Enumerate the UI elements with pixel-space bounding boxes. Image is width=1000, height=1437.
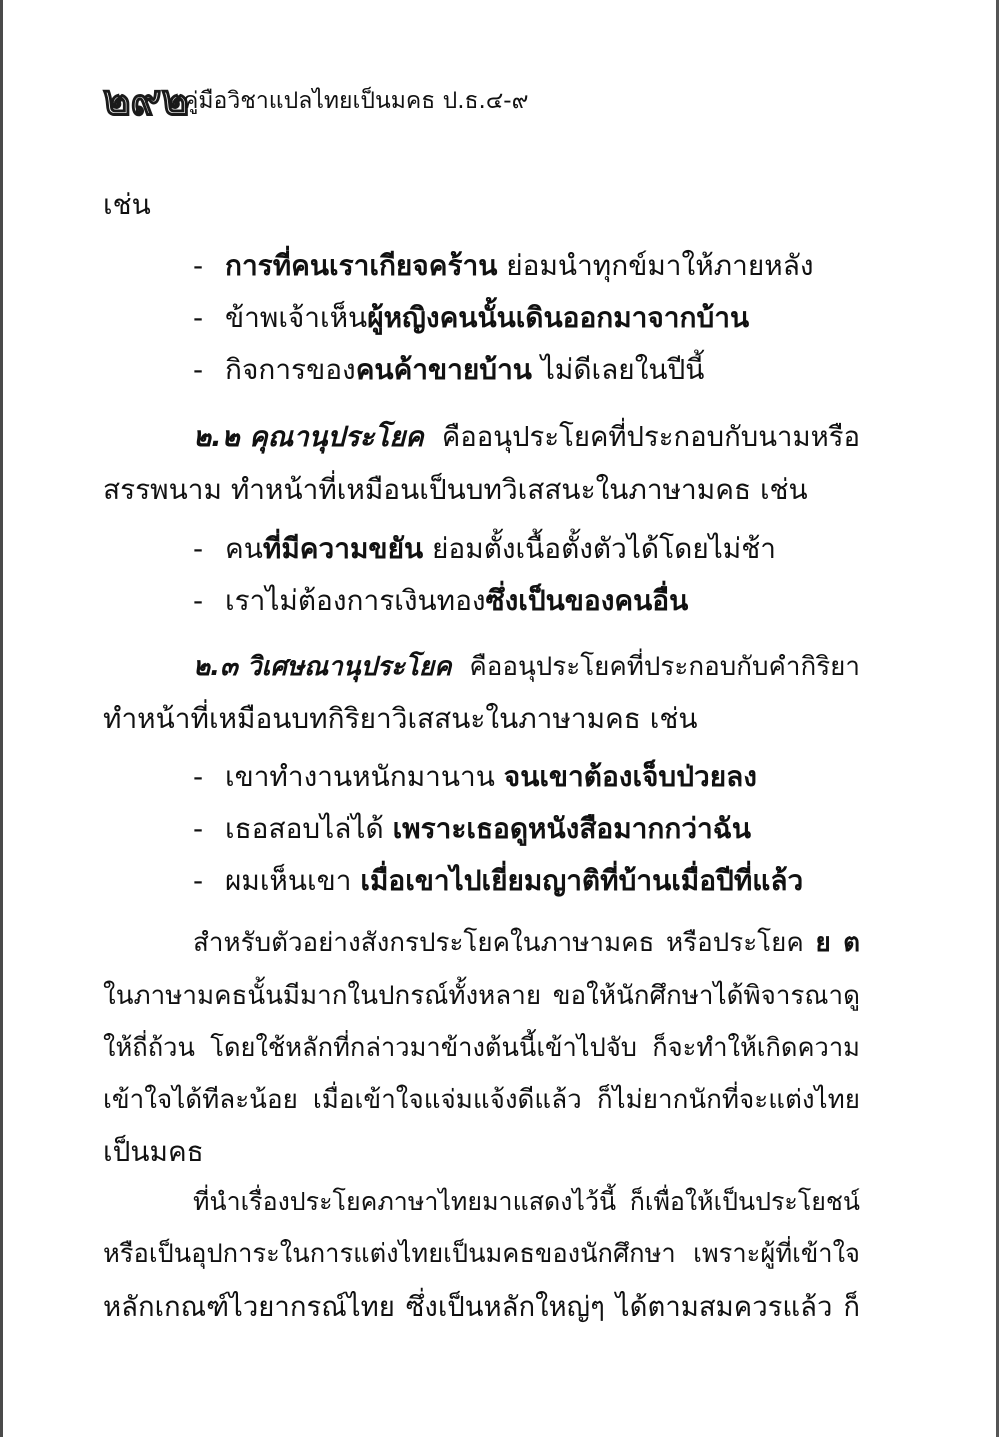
emphasized-clause: จนเขาต้องเจ็บป่วยลง — [503, 760, 757, 793]
emphasized-clause: การที่คนเราเกียจคร้าน — [225, 249, 498, 282]
example-rest: ย่อมนำทุกข์มาให้ภายหลัง — [497, 249, 814, 282]
paragraph-2-line: ที่นำเรื่องประโยคภาษาไทยมาแสดงไว้นี้ ก็เพื่อให้เป็นประโยชน์ — [193, 1187, 860, 1216]
paragraph-1-line: ให้ถี่ถ้วน โดยใช้หลักที่กล่าวมาข้างต้นนี้เข้าไปจับ ก็จะทำให้เกิดความ — [103, 1033, 860, 1063]
emphasized-clause: เพราะเธอดูหนังสือมากกว่าฉัน — [392, 812, 751, 845]
emphasized-clause: ผู้หญิงคนนั้นเดินออกมาจากบ้าน — [367, 301, 750, 334]
section-number: ๒.๓ — [193, 652, 238, 682]
bullet-dash: - — [193, 864, 204, 897]
page-edge-right — [996, 0, 999, 1437]
example-item — [193, 855, 860, 907]
page-edge-left — [0, 0, 3, 1437]
example-text — [225, 575, 688, 627]
paragraph-1-line: ในภาษามคธนั้นมีมากในปกรณ์ทั้งหลาย ขอให้นักศึกษาได้พิจารณาดู — [103, 981, 860, 1011]
paragraph-text: สำหรับตัวอย่างสังกรประโยคในภาษามคธ หรือประโยค — [193, 928, 816, 958]
section-number: ๒.๒ — [193, 421, 240, 453]
emphasized-term: ย ต — [815, 928, 860, 958]
example-text — [225, 344, 704, 396]
section-2-2-line-2: สรรพนาม ทำหน้าที่เหมือนเป็นบทวิเสสนะในภาษามคธ เช่น — [103, 473, 808, 506]
example-lead: ข้าพเจ้าเห็น — [225, 301, 368, 334]
example-text — [225, 240, 814, 292]
example-lead: กิจการของ — [225, 353, 356, 386]
example-item — [193, 803, 860, 855]
emphasized-clause: เมื่อเขาไปเยี่ยมญาติที่บ้านเมื่อปีที่แล้ว — [360, 864, 804, 897]
section-term: วิเศษณานุประโยค — [246, 652, 452, 682]
example-item — [193, 575, 860, 627]
example-item — [193, 751, 860, 803]
example-text — [225, 751, 757, 803]
bullet-dash: - — [193, 812, 204, 845]
emphasized-clause: คนค้าขายบ้าน — [355, 353, 532, 386]
example-text — [225, 855, 803, 907]
running-title: คู่มือวิชาแปลไทยเป็นมคธ ป.ธ.๔-๙ — [183, 88, 529, 114]
bullet-dash: - — [193, 353, 204, 386]
example-text — [225, 292, 749, 344]
example-lead: เราไม่ต้องการเงินทอง — [225, 584, 486, 617]
example-rest: ไม่ดีเลยในปีนี้ — [531, 353, 705, 386]
intro-line: เช่น — [103, 188, 151, 221]
section-2-2-line-1 — [193, 411, 860, 463]
paragraph-2-line: หลักเกณฑ์ไวยากรณ์ไทย ซึ่งเป็นหลักใหญ่ๆ ได้ตามสมควรแล้ว ก็ — [103, 1291, 860, 1323]
paragraph-1-line-1 — [193, 917, 860, 969]
example-lead: ผมเห็นเขา — [225, 864, 361, 897]
section-2-3-line-2: ทำหน้าที่เหมือนบทกิริยาวิเสสนะในภาษามคธ เช่น — [103, 702, 698, 735]
bullet-dash: - — [193, 532, 204, 565]
section-text: คืออนุประโยคที่ประกอบกับคำกิริยา — [469, 652, 860, 682]
example-text — [225, 803, 751, 855]
example-item — [193, 344, 860, 396]
emphasized-clause: ที่มีความขยัน — [262, 532, 424, 565]
bullet-dash: - — [193, 760, 204, 793]
section-text: คืออนุประโยคที่ประกอบกับนามหรือ — [441, 421, 860, 453]
bullet-dash: - — [193, 249, 204, 282]
example-lead: คน — [225, 532, 263, 565]
example-item — [193, 240, 860, 292]
bullet-dash: - — [193, 301, 204, 334]
paragraph-1-line: เข้าใจได้ทีละน้อย เมื่อเข้าใจแจ่มแจ้งดีแล้ว ก็ไม่ยากนักที่จะแต่งไทย — [103, 1085, 860, 1115]
emphasized-clause: ซึ่งเป็นของคนอื่น — [485, 584, 689, 617]
example-text — [225, 523, 776, 575]
bullet-dash: - — [193, 584, 204, 617]
section-term: คุณานุประโยค — [249, 421, 424, 453]
example-lead: เธอสอบไล่ได้ — [225, 812, 393, 845]
section-heading — [193, 411, 424, 463]
paragraph-1-line: เป็นมคธ — [103, 1135, 204, 1168]
example-item — [193, 292, 860, 344]
page-number: ๒๙๒ — [103, 75, 190, 124]
example-lead: เขาทำงานหนักมานาน — [225, 760, 504, 793]
example-rest: ย่อมตั้งเนื้อตั้งตัวได้โดยไม่ช้า — [423, 532, 776, 565]
paragraph-2-line: หรือเป็นอุปการะในการแต่งไทยเป็นมคธของนักศึกษา เพราะผู้ที่เข้าใจ — [103, 1239, 860, 1269]
example-item — [193, 523, 860, 575]
section-2-3-line-1 — [193, 641, 860, 693]
section-heading — [193, 641, 452, 693]
